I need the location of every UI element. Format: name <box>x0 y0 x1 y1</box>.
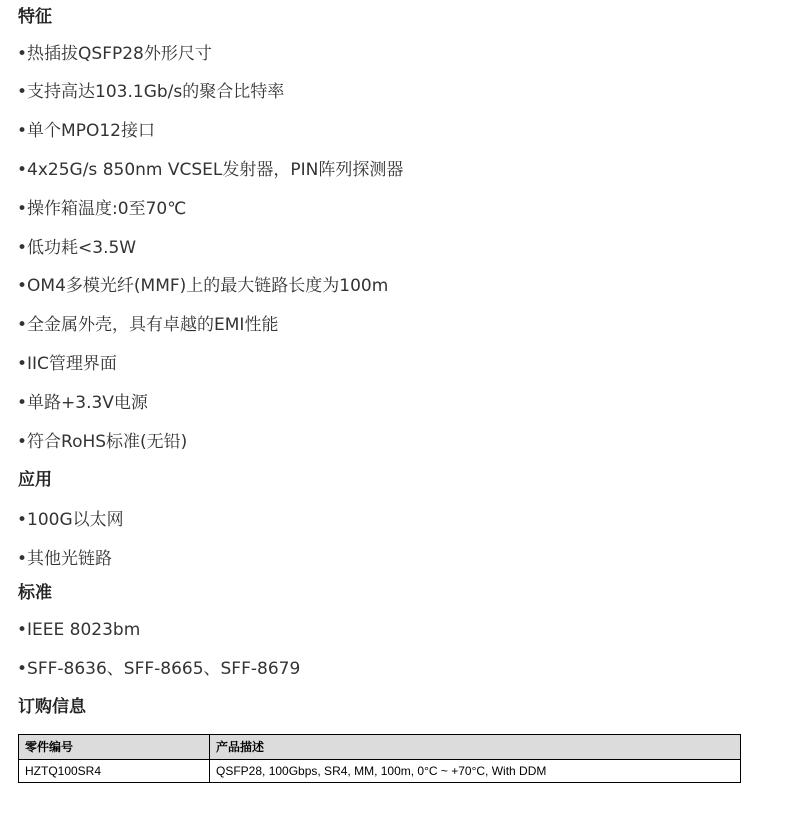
feature-item: •符合RoHS标准(无铅) <box>17 432 188 452</box>
ordering-heading: 订购信息 <box>18 697 86 717</box>
feature-item: •4x25G/s 850nm VCSEL发射器，PIN阵列探测器 <box>17 160 404 180</box>
feature-item: •操作箱温度:0至70℃ <box>17 199 187 219</box>
feature-item: •单个MPO12接口 <box>17 121 155 141</box>
ordering-table <box>18 734 741 783</box>
application-item: •其他光链路 <box>17 549 113 569</box>
column-header-part-number: 零件编号 <box>19 735 210 760</box>
application-item: •100G以太网 <box>17 510 124 530</box>
standards-heading: 标准 <box>18 583 52 603</box>
feature-item: •低功耗<3.5W <box>17 238 137 258</box>
feature-item: •热插拔QSFP28外形尺寸 <box>17 44 212 64</box>
column-header-description: 产品描述 <box>210 735 741 760</box>
feature-item: •单路+3.3V电源 <box>17 393 148 413</box>
table-header-row <box>19 735 741 760</box>
feature-item: •全金属外壳，具有卓越的EMI性能 <box>17 315 279 335</box>
standard-item: •IEEE 8023bm <box>17 620 141 640</box>
feature-item: •支持高达103.1Gb/s的聚合比特率 <box>17 82 285 102</box>
applications-heading: 应用 <box>18 470 52 490</box>
feature-item: •IIC管理界面 <box>17 354 117 374</box>
standard-item: •SFF-8636、SFF-8665、SFF-8679 <box>17 659 301 679</box>
feature-item: •OM4多模光纤(MMF)上的最大链路长度为100m <box>17 276 389 296</box>
features-heading: 特征 <box>18 7 52 27</box>
part-number-cell: HZTQ100SR4 <box>19 760 210 783</box>
description-cell: QSFP28, 100Gbps, SR4, MM, 100m, 0°C ~ +70°C, With DDM <box>210 760 741 783</box>
table-row <box>19 760 741 783</box>
